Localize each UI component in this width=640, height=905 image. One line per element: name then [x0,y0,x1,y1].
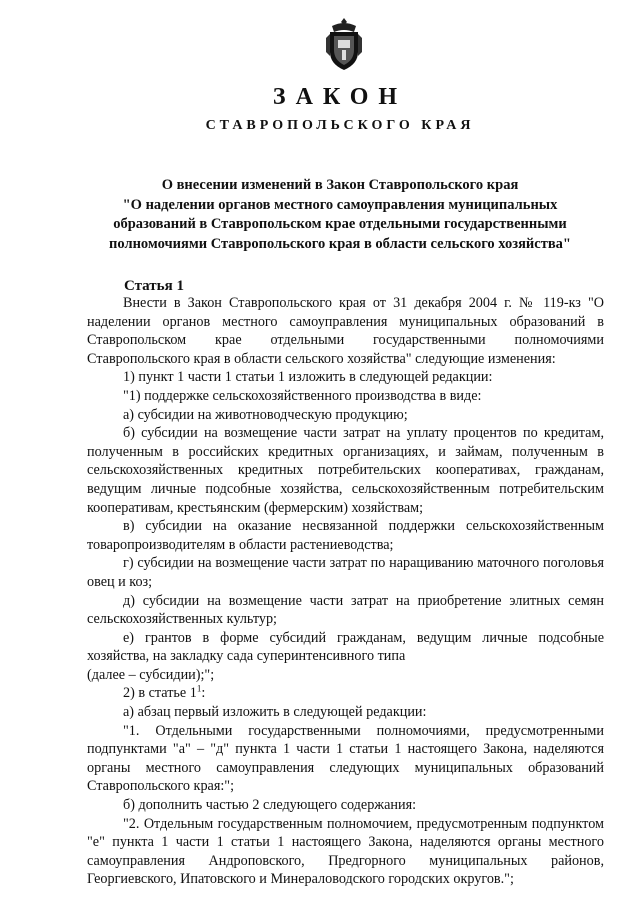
paragraph-text: 2) в статье 1 [123,685,197,702]
paragraph: е) грантов в форме субсидий гражданам, ведущим личные подсобные хозяйства, на закладку сада суперинтенсивного типа [87,629,604,665]
stavropol-coat-of-arms-icon [324,16,364,72]
title-line: образований в Ставропольском крае отдельными государственными [113,216,567,232]
region-heading: СТАВРОПОЛЬСКОГО КРАЯ [205,118,475,133]
paragraph [87,684,604,703]
law-title [70,176,610,254]
article-body [87,294,604,889]
paragraph: а) субсидии на животноводческую продукцию; [123,406,408,423]
paragraph: 1) пункт 1 части 1 статьи 1 изложить в следующей редакции: [123,369,493,386]
paragraph: "1. Отдельными государственными полномочиями, предусмотренными подпунктами "а" – "д" пункта 1 части 1 статьи 1 настоящего Закона, наделяются органы местного самоуправления следующих муниципальных образований Ставропольского края:"; [87,722,604,795]
law-heading: ЗАКОН [272,84,408,110]
paragraph: Внести в Закон Ставропольского края от 31 декабря 2004 г. № 119-кз "О наделении органов местного самоуправления муниципальных образований в Ставропольском крае отдельными государственными полномочиями Ставропольского края в области сельского хозяйства" следующие изменения: [87,295,604,367]
paragraph: д) субсидии на возмещение части затрат на приобретение элитных семян сельскохозяйственных культур; [87,592,604,628]
paragraph: "2. Отдельным государственным полномочием, предусмотренным подпунктом "е" пункта 1 части 1 статьи 1 настоящего Закона, наделяются органы местного самоуправления Андроповского, Предгорного муниципальных районов, Георгиевского, Ипатовского и Минераловодского городских округов."; [87,815,604,888]
paragraph: "1) поддержке сельскохозяйственного производства в виде: [123,387,482,404]
title-line: полномочиями Ставропольского края в области сельского хозяйства" [109,235,571,252]
paragraph: в) субсидии на оказание несвязанной поддержки сельскохозяйственным товаропроизводителям в области растениеводства; [87,518,604,553]
paragraph: г) субсидии на возмещение части затрат по наращиванию маточного поголовья овец и коз; [87,555,604,590]
title-line: О внесении изменений в Закон Ставропольского края [161,177,519,193]
paragraph: (далее – субсидии);"; [87,666,215,683]
paragraph: б) дополнить частью 2 следующего содержания: [123,797,417,814]
paragraph-punct: : [201,685,206,702]
paragraph: б) субсидии на возмещение части затрат на уплату процентов по кредитам, полученным в российских кредитных организациях, и займам, полученным в сельскохозяйственных кредитных потребительских кооперативах, гражданам, ведущим личные подсобные хозяйства, сельскохозяйственным потребительским кооперативам, крестьянским (фермерским) хозяйствам; [87,425,604,516]
article-heading: Статья 1 [124,278,184,294]
paragraph: а) абзац первый изложить в следующей редакции: [123,704,427,721]
superscript: 1 [196,683,202,694]
title-line: "О наделении органов местного самоуправления муниципальных [122,196,558,213]
